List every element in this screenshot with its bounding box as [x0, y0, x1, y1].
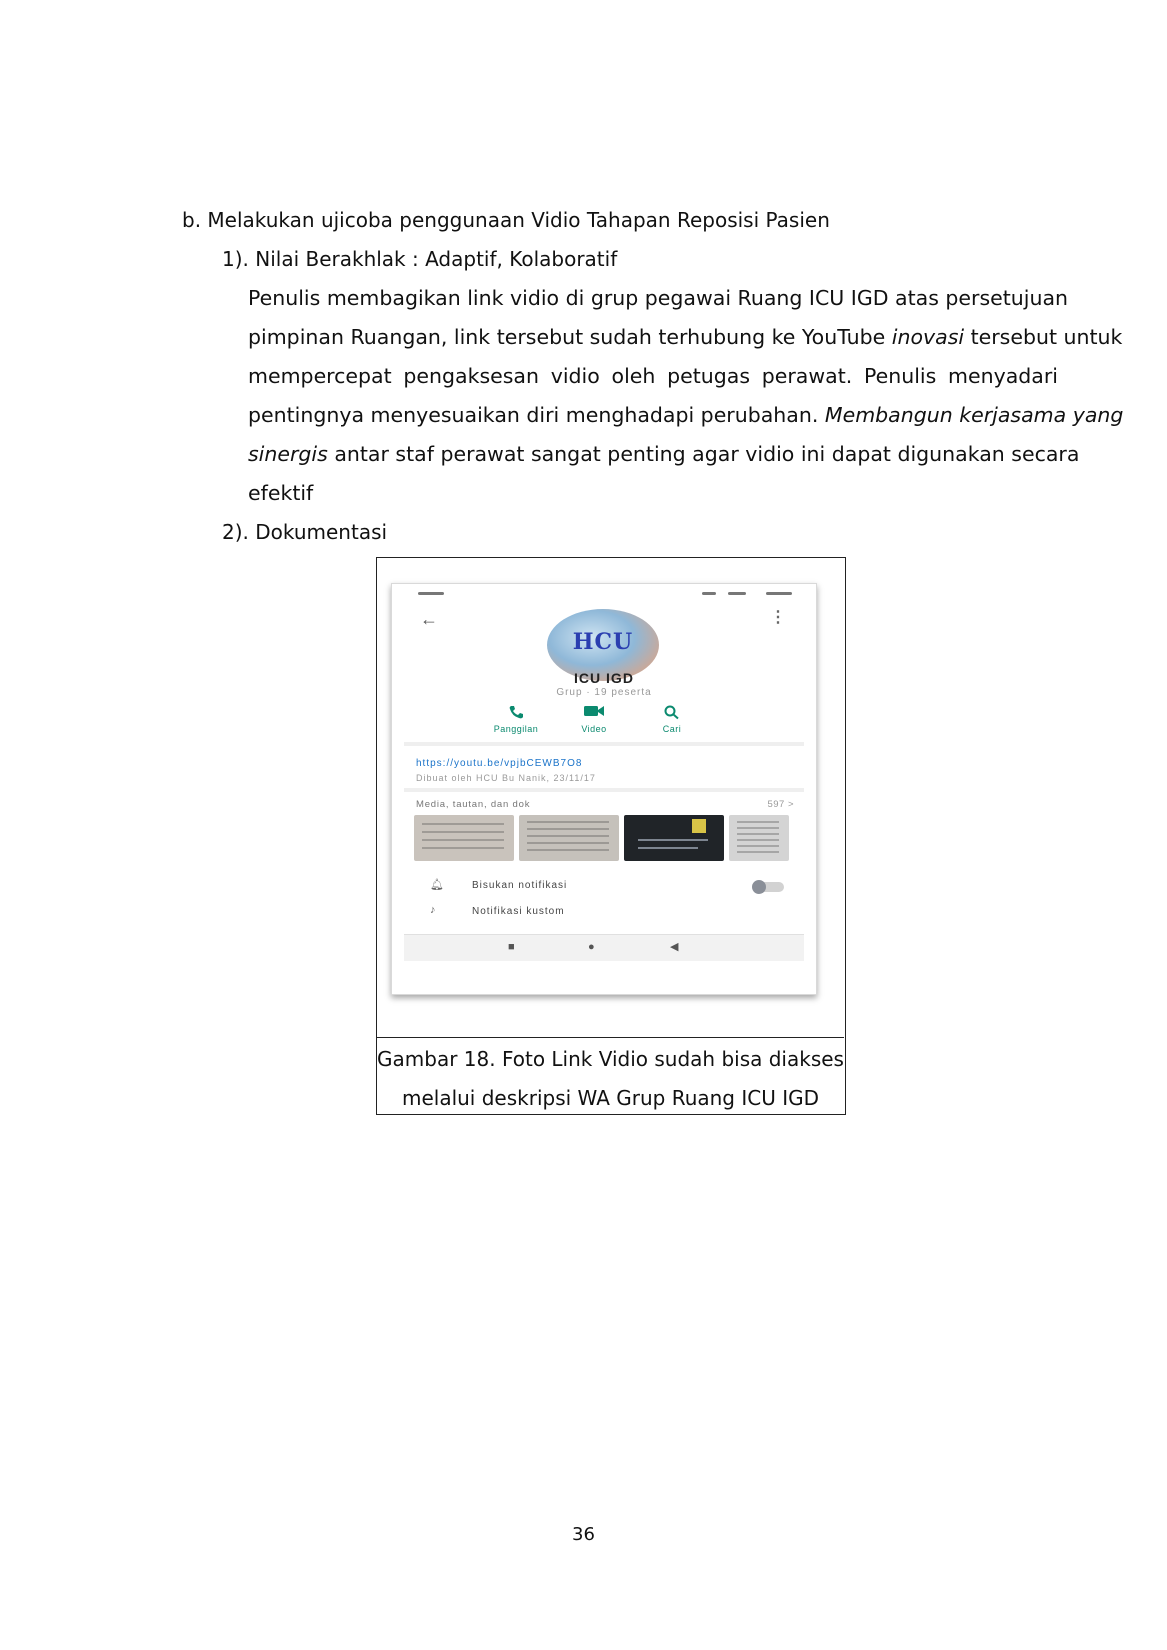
page-number: 36 — [572, 1524, 595, 1545]
video-label: Video — [581, 724, 607, 734]
video-call-button[interactable] — [554, 704, 634, 734]
mute-notifications-label[interactable]: Bisukan notifikasi — [472, 880, 568, 891]
figure-image — [377, 558, 844, 1038]
caption-line: melalui deskripsi WA Grup Ruang ICU IGD — [401, 1086, 820, 1110]
video-icon — [554, 704, 634, 722]
paragraph-line: mempercepat pengaksesan vidio oleh petugas perawat. Penulis menyadari — [248, 364, 1058, 388]
created-by-text: Dibuat oleh HCU Bu Nanik, 23/11/17 — [416, 773, 596, 783]
whatsapp-group-screenshot — [391, 583, 817, 995]
status-bar-time — [418, 592, 444, 595]
status-bar-battery — [766, 592, 792, 595]
status-bar-icons — [728, 592, 746, 595]
call-button[interactable] — [476, 704, 556, 734]
paragraph-line: Penulis membagikan link vidio di grup pegawai Ruang ICU IGD atas persetujuan — [248, 286, 1069, 310]
media-header: Media, tautan, dan dok — [416, 799, 531, 810]
media-thumbnail[interactable] — [414, 815, 514, 861]
section-heading-b: b. Melakukan ujicoba penggunaan Vidio Tahapan Reposisi Pasien — [182, 208, 830, 232]
more-options-icon[interactable]: ⋮ — [770, 609, 786, 626]
status-bar-icons — [702, 592, 716, 595]
back-icon[interactable]: ◀ — [670, 941, 679, 953]
media-thumbnail[interactable] — [624, 815, 724, 861]
paragraph-line: sinergis antar staf perawat sangat penting agar vidio ini dapat digunakan secara — [248, 442, 1080, 466]
bell-icon: 🔔︎ — [430, 879, 444, 891]
home-icon[interactable]: ● — [588, 941, 595, 953]
divider — [404, 788, 804, 792]
figure-caption — [377, 1038, 844, 1118]
group-name: ICU IGD — [574, 670, 634, 686]
media-thumbnail[interactable] — [729, 815, 789, 861]
divider — [404, 742, 804, 746]
paragraph-line: pentingnya menyesuaikan diri menghadapi perubahan. Membangun kerjasama yang — [248, 403, 1124, 427]
paragraph-line: pimpinan Ruangan, link tersebut sudah terhubung ke YouTube inovasi tersebut untuk — [248, 325, 1123, 349]
media-count[interactable]: 597 > — [767, 799, 794, 810]
custom-notifications-label[interactable]: Notifikasi kustom — [472, 906, 565, 917]
paragraph-line: efektif — [248, 481, 314, 505]
music-note-icon: ♪ — [430, 904, 436, 916]
call-label: Panggilan — [493, 724, 539, 734]
item-1-title: 1). Nilai Berakhlak : Adaptif, Kolaboratif — [222, 247, 618, 271]
recent-apps-icon[interactable]: ■ — [508, 941, 515, 953]
caption-line: Gambar 18. Foto Link Vidio sudah bisa diakses — [377, 1047, 844, 1071]
mute-toggle[interactable] — [754, 882, 784, 892]
back-arrow-icon[interactable]: ← — [420, 609, 438, 629]
search-button[interactable] — [632, 704, 712, 734]
android-nav-bar — [404, 934, 804, 961]
media-thumbnail[interactable] — [519, 815, 619, 861]
search-label: Cari — [662, 724, 682, 734]
youtube-link[interactable]: https://youtu.be/vpjbCEWB7O8 — [416, 758, 583, 769]
phone-icon — [476, 704, 556, 722]
figure-box — [376, 557, 846, 1115]
item-2-title: 2). Dokumentasi — [222, 520, 388, 544]
search-icon — [632, 704, 712, 722]
avatar-logo-text: HCU — [572, 629, 634, 655]
group-subtitle: Grup · 19 peserta — [556, 687, 652, 698]
